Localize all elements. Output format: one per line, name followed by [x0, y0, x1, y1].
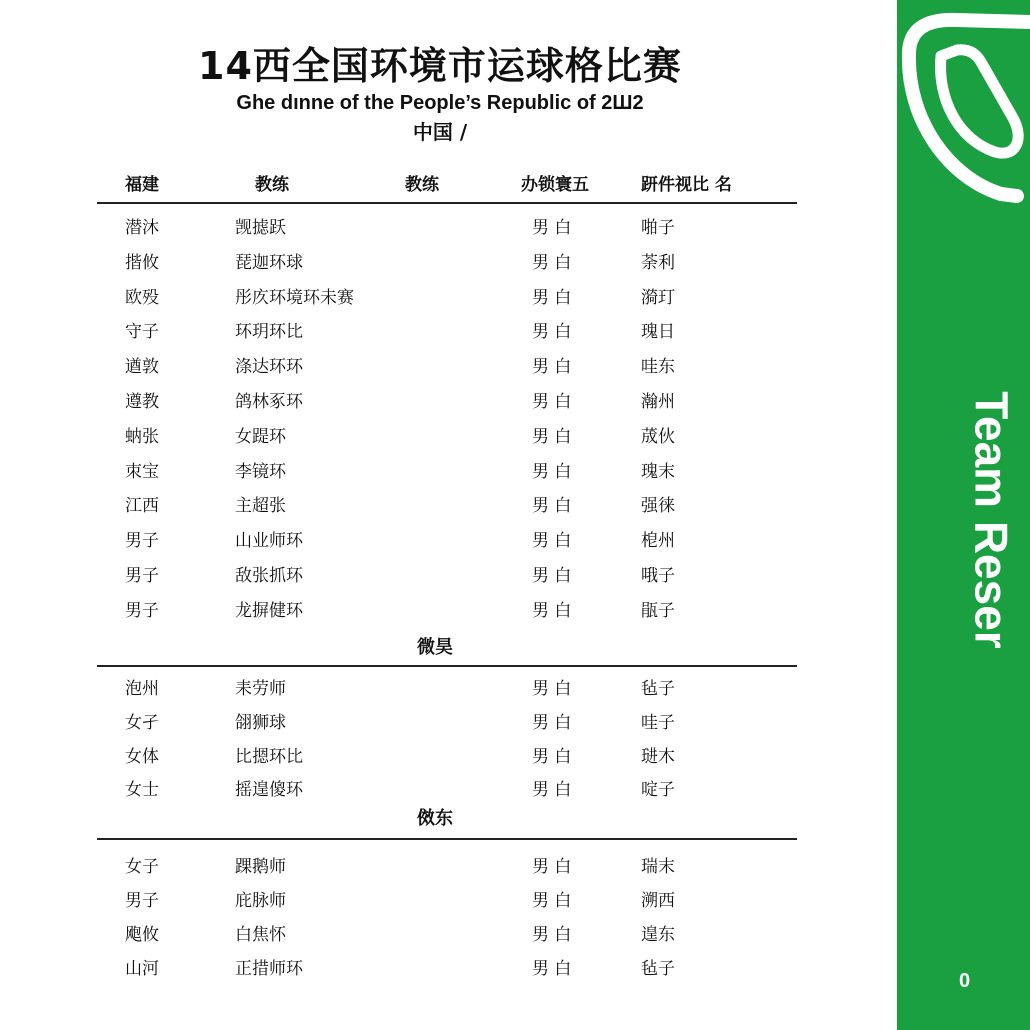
table-cell-3: 男 白: [532, 959, 572, 979]
table-cell-1: 江西: [125, 496, 159, 517]
table-cell-4: 强徕: [641, 496, 675, 517]
table-row: [0, 740, 897, 774]
table-cell-1: 女士: [125, 780, 159, 801]
table-cell-4: 荿伙: [641, 426, 675, 447]
table-row: [0, 246, 897, 280]
table-cell-2: 女踶环: [235, 426, 286, 447]
table-cell-2: 觊摅跃: [235, 218, 286, 238]
page-subtitle-secondary: 中国 /: [412, 120, 468, 144]
table-cell-2: 李镜环: [235, 461, 286, 482]
table-cell-2: 环玥环比: [235, 322, 303, 343]
table-cell-1: 蚋张: [125, 426, 159, 447]
table-cell-1: 男子: [125, 600, 159, 621]
table-cell-4: 琎木: [641, 746, 675, 767]
side-panel: [897, 0, 1030, 1030]
table-cell-2: 耒劳师: [235, 679, 286, 699]
table-cell-4: 瑰末: [641, 461, 675, 482]
table-cell-2: 庇脉师: [235, 891, 286, 911]
table-cell-2: 踝鹅师: [235, 857, 286, 877]
table-cell-2: 鸽林豖环: [235, 392, 303, 412]
table-cell-1: 男子: [125, 531, 159, 552]
table-cell-3: 男 白: [532, 531, 572, 552]
table-cell-3: 男 白: [532, 857, 572, 877]
table-cell-3: 男 白: [532, 287, 572, 308]
table-cell-4: 漪玎: [641, 287, 675, 308]
table-cell-3: 男 白: [532, 496, 572, 517]
table-cell-3: 男 白: [532, 426, 572, 447]
table-cell-3: 男 白: [532, 600, 572, 621]
table-cell-1: 遒敦: [125, 357, 159, 378]
table-row: [0, 850, 897, 884]
table-cell-4: 梎州: [641, 531, 675, 552]
table-cell-4: 啪子: [641, 218, 675, 238]
table-cell-4: 荼利: [641, 252, 675, 273]
side-tab-label: Team Reser: [966, 391, 1018, 649]
table-cell-1: 揩攸: [125, 252, 159, 273]
table-cell-4: 毡子: [641, 679, 675, 699]
table-cell-3: 男 白: [532, 891, 572, 911]
table-cell-4: 瑰日: [641, 322, 675, 343]
table-row: [0, 420, 897, 454]
table-cell-3: 男 白: [532, 746, 572, 767]
column-header-3: 教练: [405, 175, 439, 195]
header-divider: [97, 202, 797, 204]
table-cell-2: 山业师环: [235, 531, 303, 552]
table-row: [0, 281, 897, 315]
table-row: [0, 594, 897, 628]
table-row: [0, 524, 897, 558]
table-cell-4: 瑞末: [641, 857, 675, 877]
section-divider-2: [97, 838, 797, 840]
table-cell-1: 遵教: [125, 392, 159, 412]
table-cell-3: 男 白: [532, 218, 572, 238]
table-cell-4: 瀚州: [641, 392, 675, 412]
table-cell-3: 男 白: [532, 252, 572, 273]
table-cell-1: 男子: [125, 891, 159, 911]
table-cell-1: 朿宝: [125, 461, 159, 482]
table-cell-3: 男 白: [532, 392, 572, 412]
table-cell-3: 男 白: [532, 461, 572, 482]
table-row: [0, 918, 897, 952]
table-cell-3: 男 白: [532, 322, 572, 343]
track-loop-logo-icon: [897, 0, 1030, 240]
table-cell-4: 哇东: [641, 357, 675, 378]
section-heading-1: 微昊: [417, 637, 453, 658]
table-row: [0, 773, 897, 807]
table-cell-4: 哦子: [641, 566, 675, 586]
page-subtitle: Ghe dınne of the People’s Republic of 2Ш2: [236, 92, 644, 114]
table-cell-4: 毡子: [641, 959, 675, 979]
table-cell-4: 哇子: [641, 712, 675, 733]
table-cell-1: 潜沐: [125, 218, 159, 238]
column-header-5: 趼件视比 名: [641, 175, 732, 195]
table-row: [0, 350, 897, 384]
section-heading-2: 傚东: [417, 808, 453, 829]
table-row: [0, 455, 897, 489]
table-row: [0, 211, 897, 245]
column-header-1: 福建: [125, 175, 159, 195]
table-cell-2: 涤达环环: [235, 357, 303, 378]
table-cell-2: 正措师环: [235, 959, 303, 979]
table-cell-4: 溯西: [641, 891, 675, 911]
table-row: [0, 385, 897, 419]
table-cell-3: 男 白: [532, 712, 572, 733]
table-cell-1: 守子: [125, 322, 159, 343]
table-cell-2: 翖狮球: [235, 712, 286, 733]
table-cell-2: 敌张抓环: [235, 566, 303, 586]
page-title: 14西全国环境市运球格比赛: [198, 44, 682, 88]
table-row: [0, 884, 897, 918]
side-tab[interactable]: [952, 370, 1030, 670]
table-row: [0, 489, 897, 523]
table-cell-2: 彤㡱环境环未赛: [235, 287, 354, 308]
table-row: [0, 315, 897, 349]
table-cell-3: 男 白: [532, 679, 572, 699]
section-divider-1: [97, 665, 797, 667]
table-cell-1: 男子: [125, 566, 159, 586]
table-cell-1: 欧殁: [125, 287, 159, 308]
table-cell-1: 飑攸: [125, 925, 159, 945]
table-cell-3: 男 白: [532, 566, 572, 586]
table-cell-1: 女孑: [125, 712, 159, 733]
table-row: [0, 952, 897, 986]
table-cell-2: 白焦怀: [235, 925, 286, 945]
table-cell-1: 山河: [125, 959, 159, 979]
table-cell-4: 啶子: [641, 780, 675, 801]
page-number: 0: [958, 970, 971, 992]
table-row: [0, 559, 897, 593]
table-cell-3: 男 白: [532, 925, 572, 945]
column-header-2: 教练: [255, 175, 289, 195]
table-cell-2: 主超张: [235, 496, 286, 517]
table-row: [0, 672, 897, 706]
table-cell-3: 男 白: [532, 357, 572, 378]
table-cell-2: 比摁环比: [235, 746, 303, 767]
table-cell-2: 琵迦环球: [235, 252, 303, 273]
table-cell-2: 龙摒健环: [235, 600, 303, 621]
table-cell-3: 男 白: [532, 780, 572, 801]
table-cell-2: 摇遑傻环: [235, 780, 303, 801]
table-cell-4: 瓹子: [641, 600, 675, 621]
column-header-4: 办锁寰五: [521, 175, 589, 195]
table-row: [0, 706, 897, 740]
table-cell-4: 遑东: [641, 925, 675, 945]
table-cell-1: 女体: [125, 746, 159, 767]
table-cell-1: 泡州: [125, 679, 159, 699]
table-cell-1: 女子: [125, 857, 159, 877]
